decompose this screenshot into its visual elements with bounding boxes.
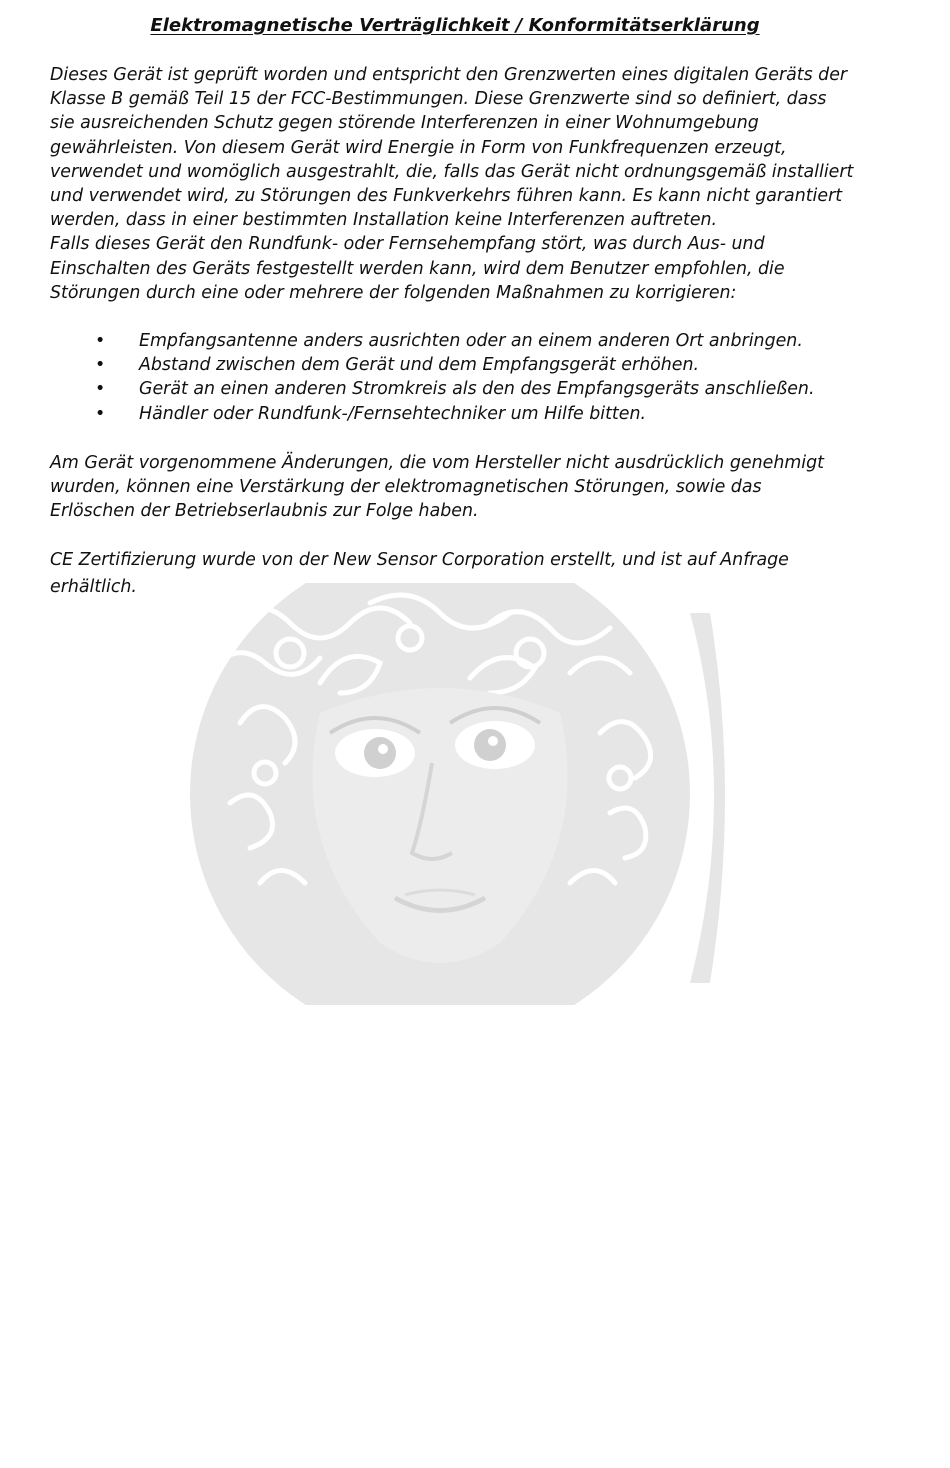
list-item: [50, 353, 910, 377]
bullet-icon: •: [95, 331, 106, 352]
list-item: [50, 402, 910, 426]
bullet-icon: •: [95, 403, 106, 424]
remedy-list: [50, 329, 910, 426]
list-item-text: Abstand zwischen dem Gerät und dem Empfangsgerät erhöhen.: [139, 355, 700, 376]
paragraph-ce-certification: CE Zertifizierung wurde von der New Sensor Corporation erstellt, und ist auf Anfrage erhältlich.: [50, 550, 789, 598]
bullet-icon: •: [95, 379, 106, 400]
paragraph-modifications-warning: Am Gerät vorgenommene Änderungen, die vom Hersteller nicht ausdrücklich genehmigt wurden, können eine Verstärkung der elektromagnetischen Störungen, sowie das Erlöschen der Betriebserlaubnis zur Folge haben.: [50, 452, 824, 522]
list-item-text: Gerät an einen anderen Stromkreis als den des Empfangsgeräts anschließen.: [139, 379, 815, 400]
list-item-text: Empfangsantenne anders ausrichten oder an einem anderen Ort anbringen.: [139, 331, 803, 352]
document-body: [50, 0, 910, 601]
paragraph-interference-remedy: Falls dieses Gerät den Rundfunk- oder Fernsehempfang stört, was durch Aus- und Einschalten des Geräts festgestellt werden kann, wird dem Benutzer empfohlen, die Störungen durch eine oder mehrere der folgenden Maßnahmen zu korrigieren:: [50, 234, 785, 303]
bullet-icon: •: [95, 355, 106, 376]
list-item: [50, 329, 910, 353]
list-item-text: Händler oder Rundfunk-/Fernsehtechniker um Hilfe bitten.: [139, 403, 646, 424]
list-item: [50, 377, 910, 401]
face-watermark-logo: [170, 583, 740, 1005]
paragraph-fcc-compliance: Dieses Gerät ist geprüft worden und entspricht den Grenzwerten eines digitalen Geräts der Klasse B gemäß Teil 15 der FCC-Bestimmungen. Diese Grenzwerte sind so definiert, dass sie ausreichenden Schutz gegen störende Interferenzen in einer Wohnumgebung gewährleisten. Von diesem Gerät wird Energie in Form von Funkfrequenzen erzeugt, verwendet und womöglich ausgestrahlt, die, falls das Gerät nicht ordnungsgemäß installiert und verwendet wird, zu Störungen des Funkverkehrs führen kann. Es kann nicht garantiert werden, dass in einer bestimmten Installation keine Interferenzen auftreten.: [50, 65, 854, 231]
page-title: Elektromagnetische Verträglichkeit / Konformitätserklärung: [150, 15, 760, 36]
